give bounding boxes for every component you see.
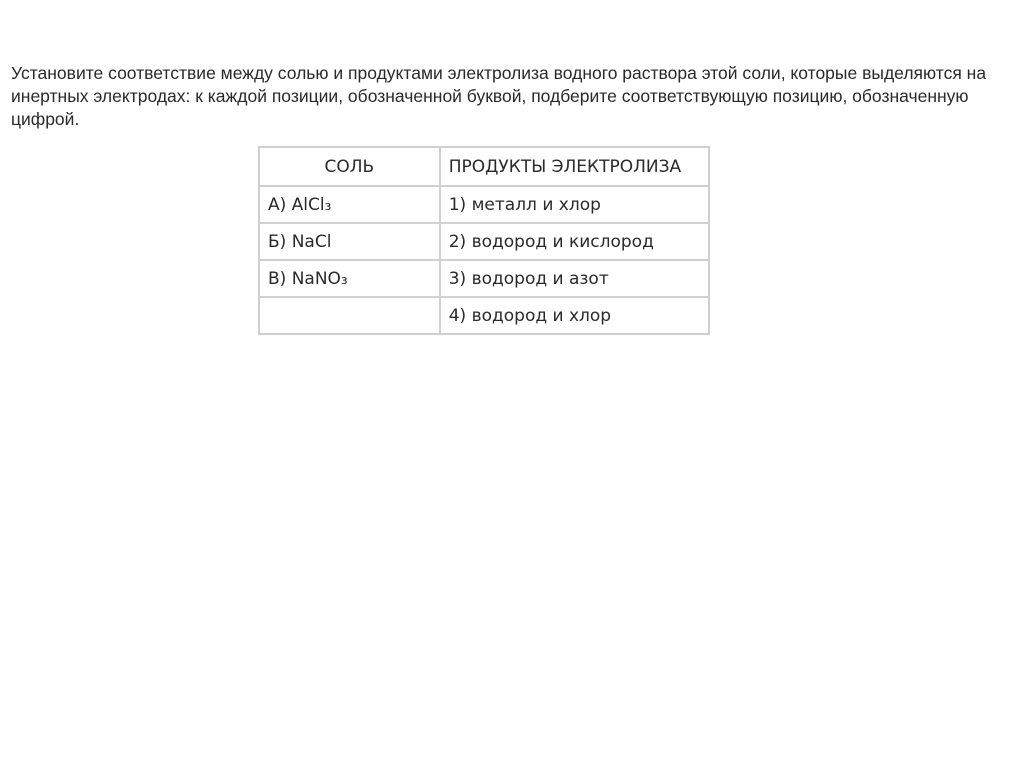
header-products: ПРОДУКТЫ ЭЛЕКТРОЛИЗА: [440, 147, 709, 186]
table-header-row: [259, 147, 709, 186]
salt-cell: Б) NaCl: [259, 223, 440, 260]
table-row: [259, 260, 709, 297]
question-text: Установите соответствие между солью и продуктами электролиза водного раствора этой соли, которые выделяются на инертных электродах: к каждой позиции, обозначенной буквой, подберите соответствующую позицию, обозначенную цифрой.: [11, 63, 987, 129]
product-cell: 1) металл и хлор: [440, 186, 709, 223]
header-salt: СОЛЬ: [259, 147, 440, 186]
salt-cell: В) NaNO₃: [259, 260, 440, 297]
table-row: [259, 223, 709, 260]
salt-cell: А) AlCl₃: [259, 186, 440, 223]
table-row: [259, 297, 709, 334]
product-cell: 4) водород и хлор: [440, 297, 709, 334]
matching-table: [258, 146, 710, 335]
product-cell: 2) водород и кислород: [440, 223, 709, 260]
product-cell: 3) водород и азот: [440, 260, 709, 297]
salt-cell: [259, 297, 440, 334]
table-row: [259, 186, 709, 223]
